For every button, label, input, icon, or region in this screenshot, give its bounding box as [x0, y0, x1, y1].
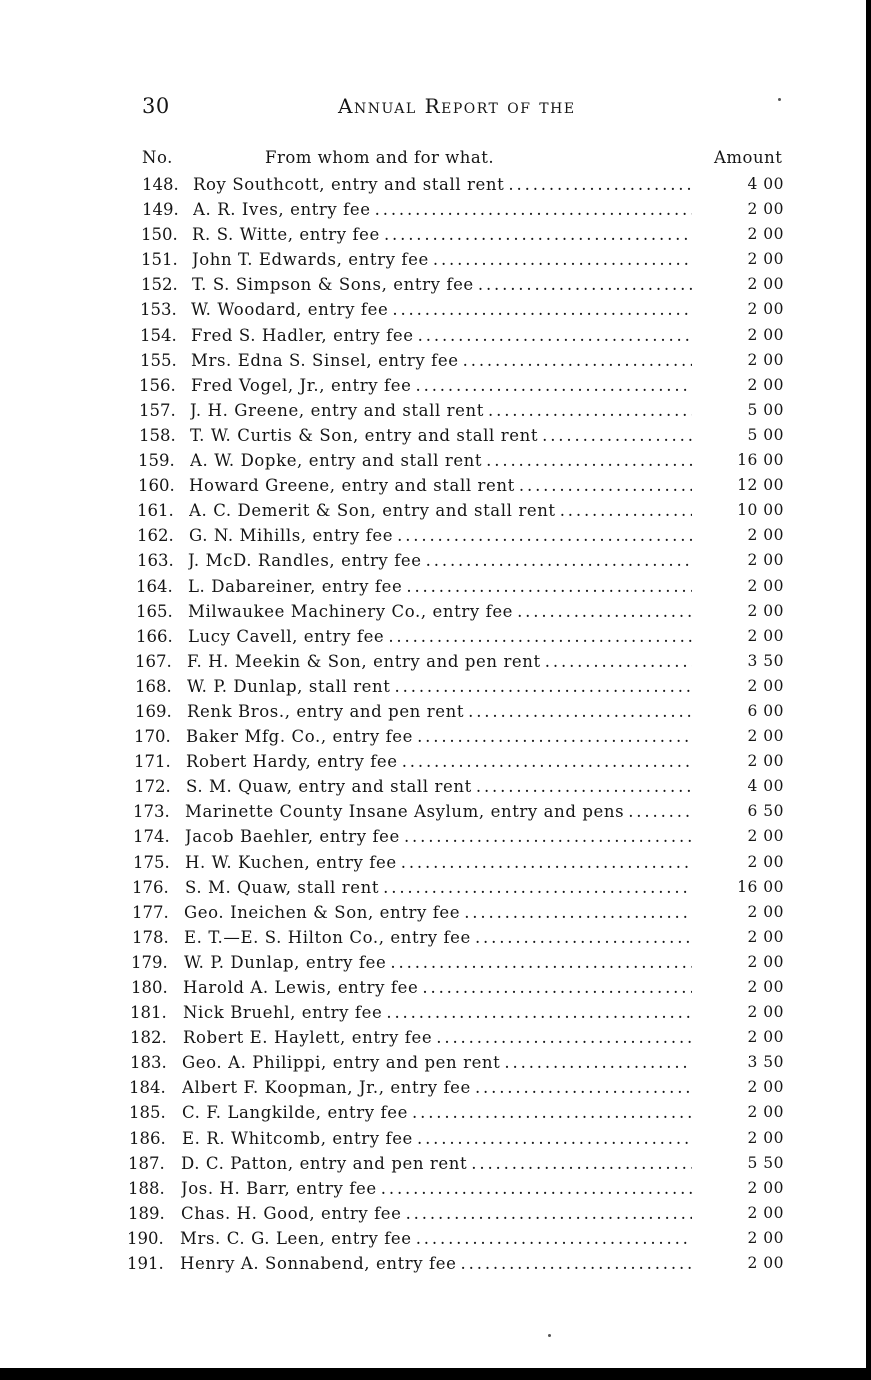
table-row [0, 774, 871, 799]
entry-number: 164. [136, 576, 173, 596]
table-row [0, 448, 871, 473]
table-row [0, 1226, 871, 1251]
entry-amount: 2 00 [747, 576, 784, 595]
table-row [0, 247, 871, 272]
entry-amount: 2 00 [747, 727, 784, 746]
entry-description: E. T.—E. S. Hilton Co., entry fee . . . [184, 925, 692, 950]
entry-number: 160. [138, 476, 175, 496]
entry-description: F. H. Meekin & Son, entry and pen rent . . . [187, 649, 692, 674]
entry-description: A. W. Dopke, entry and stall rent . . . [190, 448, 692, 473]
entry-number: 163. [137, 551, 174, 571]
entry-amount: 2 00 [747, 952, 784, 971]
entry-amount: 2 00 [747, 275, 784, 294]
table-row [0, 523, 871, 548]
entry-description: T. S. Simpson & Sons, entry fee . . . [192, 272, 692, 297]
entry-amount: 2 00 [747, 1254, 784, 1273]
entry-description: Jacob Baehler, entry fee . . . [185, 824, 692, 849]
entry-amount: 2 00 [747, 325, 784, 344]
entry-description: S. M. Quaw, entry and stall rent . . . [186, 774, 692, 799]
entry-number: 159. [138, 451, 175, 471]
table-row [0, 950, 871, 975]
entry-number: 173. [133, 802, 170, 822]
entry-amount: 12 00 [737, 476, 784, 495]
entry-description: Harold A. Lewis, entry fee . . . [183, 975, 692, 1000]
entry-description: J. McD. Randles, entry fee . . . [188, 548, 692, 573]
entry-description: C. F. Langkilde, entry fee . . . [182, 1100, 692, 1125]
table-row [0, 574, 871, 599]
running-title: Annual Report of the [338, 94, 576, 118]
print-speck [778, 98, 781, 101]
table-row [0, 1025, 871, 1050]
table-row [0, 498, 871, 523]
entry-amount: 2 00 [747, 1103, 784, 1122]
entry-amount: 2 00 [747, 1203, 784, 1222]
table-row [0, 1075, 871, 1100]
table-row [0, 1050, 871, 1075]
entry-description: Renk Bros., entry and pen rent . . . [187, 699, 692, 724]
entry-description: S. M. Quaw, stall rent . . . [185, 875, 692, 900]
entry-amount: 6 50 [747, 802, 784, 821]
table-row [0, 1100, 871, 1125]
entry-amount: 2 00 [747, 752, 784, 771]
entry-description: T. W. Curtis & Son, entry and stall rent . . . [190, 423, 692, 448]
entry-number: 185. [129, 1103, 166, 1123]
entry-amount: 2 00 [747, 902, 784, 921]
entry-number: 167. [135, 651, 172, 671]
table-row [0, 1251, 871, 1276]
entry-number: 154. [140, 325, 177, 345]
entry-amount: 16 00 [737, 877, 784, 896]
entry-amount: 5 00 [747, 425, 784, 444]
entry-description: Mrs. C. G. Leen, entry fee . . . [180, 1226, 692, 1251]
table-row [0, 699, 871, 724]
entry-description: Geo. Ineichen & Son, entry fee . . . [184, 900, 692, 925]
entry-amount: 2 00 [747, 978, 784, 996]
entry-description: H. W. Kuchen, entry fee . . . [185, 850, 692, 875]
table-row [0, 649, 871, 674]
entry-amount: 4 00 [747, 175, 784, 193]
entry-description: J. H. Greene, entry and stall rent . . . [190, 398, 692, 423]
entry-amount: 2 00 [747, 1028, 784, 1047]
entry-number: 168. [135, 676, 172, 696]
table-row [0, 398, 871, 423]
entry-number: 180. [131, 978, 168, 997]
entry-description: W. Woodard, entry fee . . . [191, 297, 692, 322]
entry-amount: 2 00 [747, 927, 784, 946]
table-row [0, 473, 871, 498]
entry-description: Chas. H. Good, entry fee . . . [181, 1201, 692, 1226]
table-row [0, 222, 871, 247]
entry-description: Roy Southcott, entry and stall rent . . . [193, 172, 692, 197]
entry-number: 176. [132, 877, 169, 897]
entry-description: Robert E. Haylett, entry fee . . . [183, 1025, 692, 1050]
entry-number: 178. [132, 927, 169, 947]
entry-number: 190. [127, 1228, 164, 1248]
entry-number: 170. [134, 727, 171, 747]
entry-description: Fred Vogel, Jr., entry fee . . . [191, 373, 692, 398]
entry-amount: 2 00 [747, 676, 784, 695]
entry-amount: 3 50 [747, 1053, 784, 1072]
table-row [0, 1126, 871, 1151]
entry-number: 165. [136, 601, 173, 621]
entry-amount: 2 00 [747, 200, 784, 219]
table-row [0, 1176, 871, 1201]
page-number: 30 [142, 94, 170, 118]
entry-description: Baker Mfg. Co., entry fee . . . [186, 724, 692, 749]
table-row [0, 975, 871, 1000]
entry-amount: 4 00 [747, 777, 784, 796]
entry-description: E. R. Whitcomb, entry fee . . . [182, 1126, 692, 1151]
entry-number: 157. [139, 400, 176, 420]
entry-number: 149. [142, 200, 179, 220]
entry-amount: 16 00 [737, 451, 784, 470]
table-row [0, 875, 871, 900]
entry-amount: 2 00 [747, 526, 784, 545]
entry-number: 151. [141, 250, 178, 270]
table-row [0, 674, 871, 699]
entry-amount: 2 00 [747, 1003, 784, 1022]
entry-number: 172. [134, 777, 171, 797]
table-row [0, 599, 871, 624]
entry-amount: 2 00 [747, 551, 784, 570]
table-row [0, 1000, 871, 1025]
entry-description: Nick Bruehl, entry fee . . . [183, 1000, 692, 1025]
entry-amount: 2 00 [747, 827, 784, 846]
entry-number: 186. [129, 1128, 166, 1148]
entry-amount: 2 00 [747, 1078, 784, 1097]
entry-amount: 10 00 [737, 501, 784, 520]
table-row [0, 373, 871, 398]
column-header-from: From whom and for what. [265, 148, 495, 167]
entry-amount: 2 00 [747, 350, 784, 369]
entry-description: Jos. H. Barr, entry fee . . . [181, 1176, 692, 1201]
entry-amount: 2 00 [747, 1128, 784, 1147]
entry-number: 189. [128, 1203, 165, 1223]
column-header-no: No. [142, 148, 173, 167]
entry-description: Howard Greene, entry and stall rent . . . [189, 473, 692, 498]
entry-description: W. P. Dunlap, entry fee . . . [184, 950, 692, 975]
entry-description: Milwaukee Machinery Co., entry fee . . . [188, 599, 692, 624]
table-row [0, 749, 871, 774]
table-row [0, 824, 871, 849]
table-row [0, 799, 871, 824]
ledger-table [0, 172, 871, 1276]
entry-description: Marinette County Insane Asylum, entry and pens . . . [185, 799, 692, 824]
entry-description: John T. Edwards, entry fee . . . [192, 247, 692, 272]
table-row [0, 423, 871, 448]
entry-amount: 2 00 [747, 300, 784, 319]
entry-number: 184. [129, 1078, 166, 1098]
entry-number: 191. [127, 1254, 164, 1274]
entry-amount: 5 50 [747, 1153, 784, 1172]
entry-description: G. N. Mihills, entry fee . . . [189, 523, 692, 548]
entry-amount: 2 00 [747, 852, 784, 871]
entry-number: 166. [136, 626, 173, 646]
table-row [0, 624, 871, 649]
page-edge-bottom [0, 1368, 871, 1380]
entry-number: 181. [130, 1003, 167, 1023]
entry-description: L. Dabareiner, entry fee . . . [188, 574, 692, 599]
table-row [0, 297, 871, 322]
entry-number: 169. [135, 701, 172, 721]
entry-description: Fred S. Hadler, entry fee . . . [191, 323, 692, 348]
entry-number: 153. [140, 300, 177, 320]
entry-number: 150. [141, 225, 178, 245]
table-row [0, 348, 871, 373]
table-row [0, 1151, 871, 1176]
table-row [0, 724, 871, 749]
entry-number: 156. [139, 375, 176, 395]
table-row [0, 900, 871, 925]
column-header-amount: Amount [714, 148, 783, 167]
table-row [0, 323, 871, 348]
entry-number: 187. [128, 1153, 165, 1173]
table-row [0, 548, 871, 573]
entry-number: 148. [142, 175, 179, 194]
entry-number: 175. [133, 852, 170, 872]
entry-amount: 2 00 [747, 250, 784, 269]
entry-number: 183. [130, 1053, 167, 1073]
entry-number: 162. [137, 526, 174, 546]
entry-amount: 2 00 [747, 375, 784, 394]
entry-amount: 2 00 [747, 225, 784, 244]
entry-description: A. R. Ives, entry fee . . . [193, 197, 692, 222]
entry-description: D. C. Patton, entry and pen rent . . . [181, 1151, 692, 1176]
entry-description: Geo. A. Philippi, entry and pen rent . . . [182, 1050, 692, 1075]
entry-number: 158. [139, 425, 176, 445]
entry-amount: 2 00 [747, 1178, 784, 1197]
entry-description: Mrs. Edna S. Sinsel, entry fee . . . [191, 348, 692, 373]
entry-amount: 2 00 [747, 626, 784, 645]
entry-amount: 2 00 [747, 1228, 784, 1247]
entry-description: Henry A. Sonnabend, entry fee . . . [180, 1251, 692, 1276]
entry-amount: 2 00 [747, 601, 784, 620]
entry-number: 155. [140, 350, 177, 370]
print-speck [548, 1334, 551, 1337]
table-row [0, 925, 871, 950]
entry-number: 161. [137, 501, 174, 521]
entry-number: 179. [131, 952, 168, 972]
entry-description: R. S. Witte, entry fee . . . [192, 222, 692, 247]
entry-description: A. C. Demerit & Son, entry and stall rent . . . [189, 498, 692, 523]
table-row [0, 850, 871, 875]
entry-description: Albert F. Koopman, Jr., entry fee . . . [182, 1075, 692, 1100]
table-row [0, 272, 871, 297]
entry-description: W. P. Dunlap, stall rent . . . [187, 674, 692, 699]
entry-amount: 6 00 [747, 701, 784, 720]
table-row [0, 197, 871, 222]
table-row [0, 172, 871, 197]
entry-description: Robert Hardy, entry fee . . . [186, 749, 692, 774]
entry-number: 188. [128, 1178, 165, 1198]
entry-description: Lucy Cavell, entry fee . . . [188, 624, 692, 649]
entry-number: 174. [133, 827, 170, 847]
entry-amount: 5 00 [747, 400, 784, 419]
entry-number: 177. [132, 902, 169, 922]
table-row [0, 1201, 871, 1226]
entry-number: 171. [134, 752, 171, 772]
entry-number: 182. [130, 1028, 167, 1048]
entry-number: 152. [141, 275, 178, 295]
entry-amount: 3 50 [747, 651, 784, 670]
